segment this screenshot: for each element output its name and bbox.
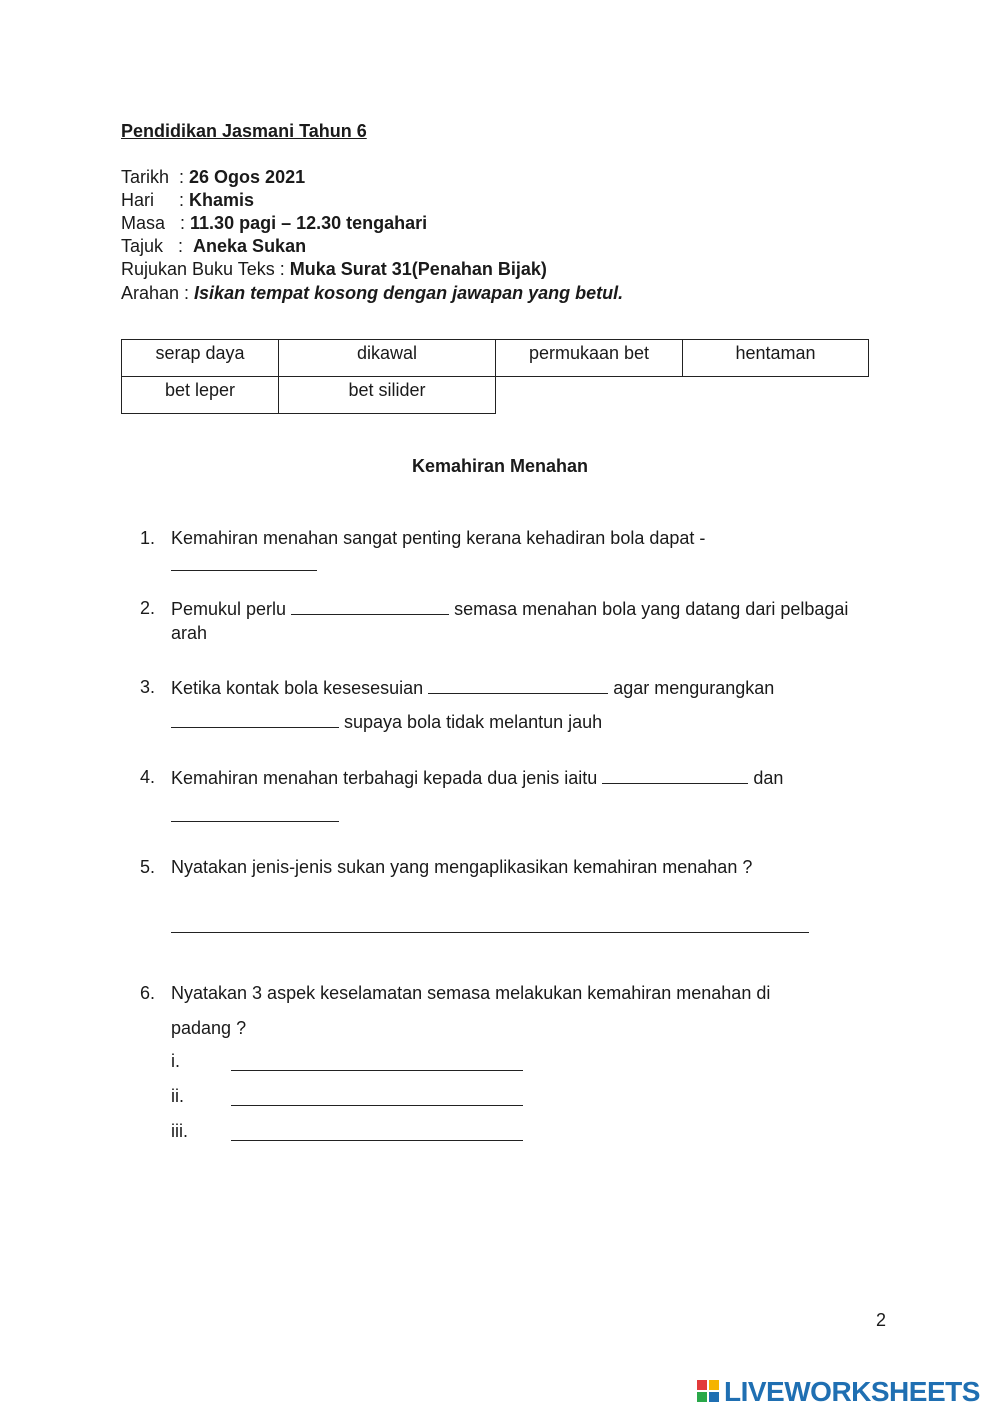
question-number: 6.	[140, 983, 156, 1003]
masa-value: 11.30 pagi – 12.30 tengahari	[190, 213, 428, 233]
word-bank-cell: permukaan bet	[496, 340, 683, 377]
liveworksheets-logo-icon	[697, 1380, 721, 1404]
arahan-line: Arahan : Isikan tempat kosong dengan jawapan yang betul.	[121, 283, 624, 303]
question-text: supaya bola tidak melantun jauh	[344, 712, 603, 732]
question-text: Nyatakan 3 aspek keselamatan semasa melakukan kemahiran menahan di	[171, 983, 771, 1003]
question-text: dan	[753, 768, 784, 788]
word-bank-table	[121, 339, 869, 414]
tajuk-value: Aneka Sukan	[193, 236, 307, 256]
liveworksheets-logo-text: LIVEWORKSHEETS	[724, 1376, 980, 1407]
answer-blank-4a[interactable]	[602, 765, 748, 784]
question-text: semasa menahan bola yang datang dari pelbagai arah	[171, 599, 849, 643]
tarikh-line: Tarikh : 26 Ogos 2021	[121, 167, 306, 187]
empty-cell	[496, 377, 683, 414]
answer-blank-4b[interactable]	[171, 803, 339, 822]
hari-value: Khamis	[189, 190, 255, 210]
masa-line: Masa : 11.30 pagi – 12.30 tengahari	[121, 213, 428, 233]
question-text: Nyatakan jenis-jenis sukan yang mengaplikasikan kemahiran menahan ?	[171, 857, 753, 877]
answer-blank-1[interactable]	[171, 552, 317, 571]
question-text: Pemukul perlu	[171, 599, 287, 619]
question-text: agar mengurangkan	[613, 678, 775, 698]
question-text: Ketika kontak bola kesesesuian	[171, 678, 424, 698]
hari-line: Hari : Khamis	[121, 190, 255, 210]
question-number: 3.	[140, 677, 156, 697]
rujukan-value: Muka Surat 31(Penahan Bijak)	[289, 259, 547, 279]
word-bank-row	[122, 340, 869, 377]
word-bank-cell: hentaman	[683, 340, 869, 377]
list-marker: ii.	[171, 1086, 184, 1106]
question-text: Kemahiran menahan sangat penting kerana kehadiran bola dapat -	[171, 528, 706, 548]
answer-blank-3b[interactable]	[171, 709, 339, 728]
question-number: 5.	[140, 857, 156, 877]
question-number: 2.	[140, 598, 156, 618]
section-title: Kemahiran Menahan	[411, 456, 589, 476]
page-number: 2	[876, 1310, 887, 1330]
tajuk-line: Tajuk : Aneka Sukan	[121, 236, 307, 256]
question-number: 4.	[140, 767, 156, 787]
list-marker: iii.	[171, 1121, 188, 1141]
word-bank-cell: dikawal	[279, 340, 496, 377]
answer-blank-6iii[interactable]	[231, 1139, 523, 1141]
answer-blank-6ii[interactable]	[231, 1104, 523, 1106]
word-bank-cell: bet silider	[279, 377, 496, 414]
list-marker: i.	[171, 1051, 180, 1071]
empty-cell	[683, 377, 869, 414]
question-number: 1.	[140, 528, 156, 548]
page-title: Pendidikan Jasmani Tahun 6	[121, 121, 367, 141]
answer-blank-6i[interactable]	[231, 1069, 523, 1071]
answer-blank-5[interactable]	[171, 914, 809, 933]
tarikh-value: 26 Ogos 2021	[189, 167, 306, 187]
arahan-value: Isikan tempat kosong dengan jawapan yang betul.	[194, 283, 624, 303]
answer-blank-3a[interactable]	[428, 675, 608, 694]
question-text: Kemahiran menahan terbahagi kepada dua jenis iaitu	[171, 768, 598, 788]
word-bank-row	[122, 377, 869, 414]
word-bank-cell: serap daya	[122, 340, 279, 377]
question-text: padang ?	[171, 1018, 247, 1038]
answer-blank-2[interactable]	[291, 596, 449, 615]
word-bank-cell: bet leper	[122, 377, 279, 414]
rujukan-line: Rujukan Buku Teks : Muka Surat 31(Penahan Bijak)	[121, 259, 547, 279]
